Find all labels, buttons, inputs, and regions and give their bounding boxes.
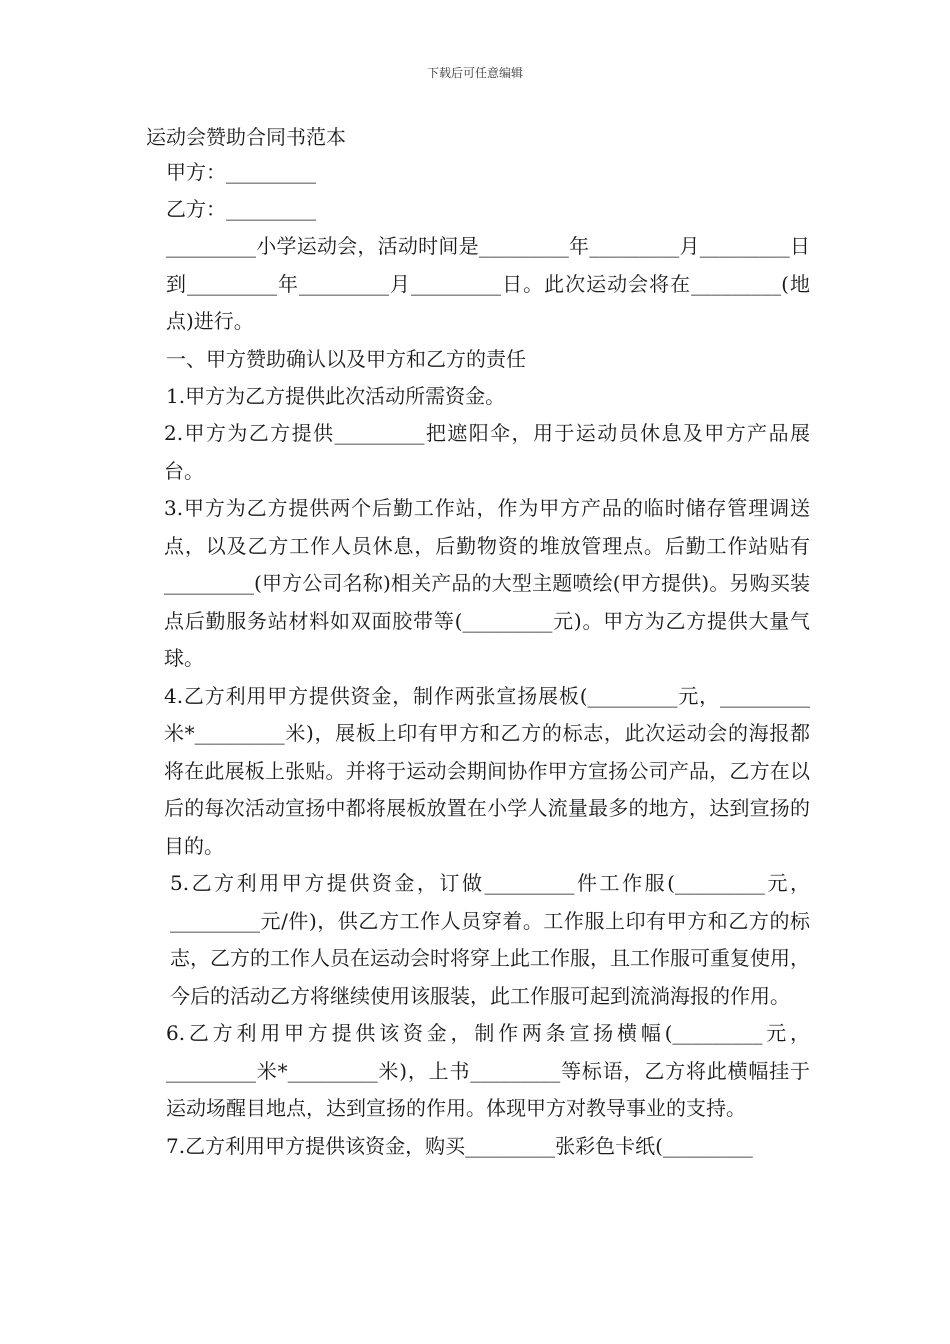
clause-3: 3.甲方为乙方提供两个后勤工作站，作为甲方产品的临时储存管理调送点，以及乙方工作人员休息，后勤物资的堆放管理点。后勤工作站贴有_________(甲方公司名称)相关产品的大型主题喷绘(甲方提供)。另购买装点后勤服务站材料如双面胶带等(_________元)。甲方为乙方提供大量气球。: [164, 496, 810, 670]
document-body: [146, 120, 810, 1165]
party-b-line: 乙方：_________: [166, 197, 316, 221]
intro-paragraph: _________小学运动会，活动时间是_________年_________月_________日到_________年_________月_________日。此次运动会将在_________(地点)进行。: [166, 234, 810, 333]
clause-4: 4.乙方利用甲方提供资金，制作两张宣扬展板(_________元，_________米*_________米)，展板上印有甲方和乙方的标志，此次运动会的海报都将在此展板上张贴。并将于运动会期间协作甲方宣扬公司产品，乙方在以后的每次活动宣扬中都将展板放置在小学人流量最多的地方，达到宣扬的目的。: [164, 683, 810, 858]
clause-2: 2.甲方为乙方提供_________把遮阳伞，用于运动员休息及甲方产品展台。: [164, 421, 810, 483]
page-header-note: 下载后可任意编辑: [426, 66, 523, 80]
clause-6: 6.乙方利用甲方提供该资金，制作两条宣扬横幅(_________元，_________米*_________米)，上书_________等标语，乙方将此横幅挂于运动场醒目地点，达到宣扬的作用。体现甲方对教导事业的支持。: [166, 1021, 810, 1120]
document-title: 运动会赞助合同书范本: [146, 125, 346, 149]
clause-5: 5.乙方利用甲方提供资金，订做_________件工作服(_________元，_________元/件)，供乙方工作人员穿着。工作服上印有甲方和乙方的标志，乙方的工作人员在运动会时将穿上此工作服，且工作服可重复使用，今后的活动乙方将继续使用该服装，此工作服可起到流淌海报的作用。: [170, 871, 810, 1008]
clause-1: 1.甲方为乙方提供此次活动所需资金。: [166, 383, 506, 408]
clause-7: 7.乙方利用甲方提供该资金，购买_________张彩色卡纸(_________: [166, 1133, 753, 1158]
party-a-line: 甲方：_________: [166, 160, 316, 184]
section-heading-1: 一、甲方赞助确认以及甲方和乙方的责任: [166, 346, 526, 371]
